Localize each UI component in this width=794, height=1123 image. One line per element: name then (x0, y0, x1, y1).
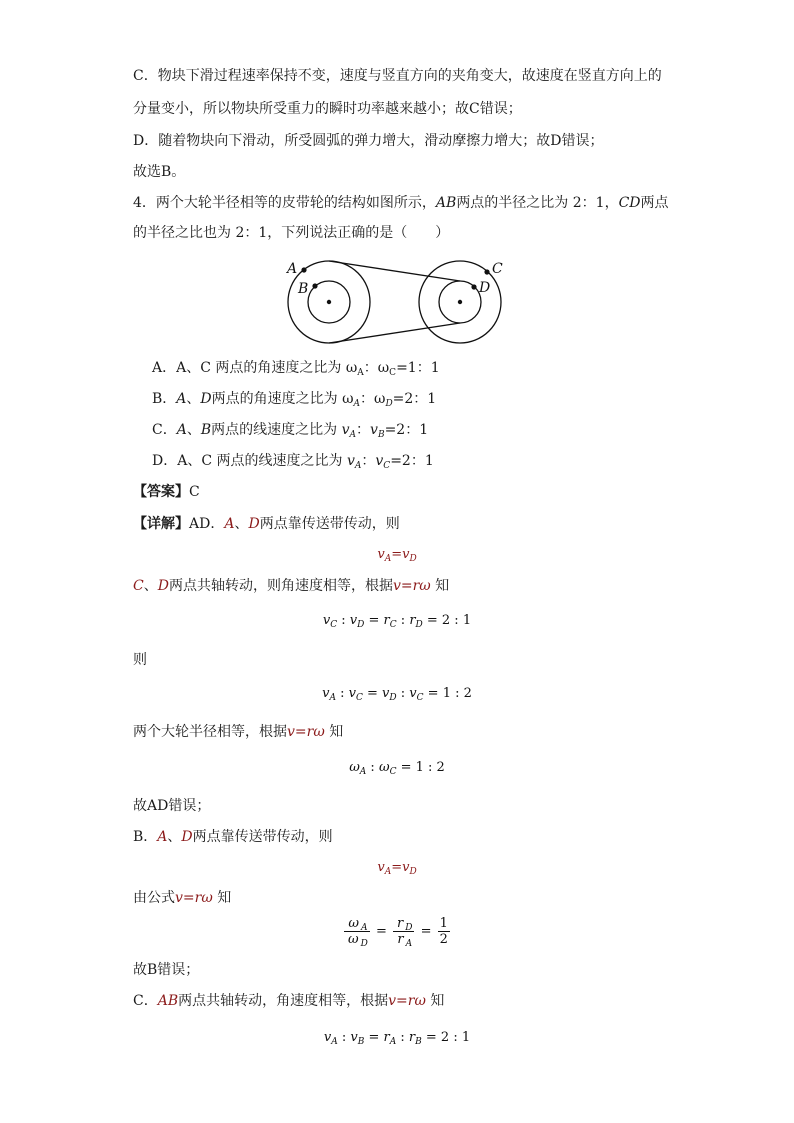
eq-result: = 1 : 2 (396, 760, 445, 775)
frac-den (344, 932, 370, 947)
detail-line-bigwheel (133, 722, 343, 742)
eq-term: v (322, 613, 331, 628)
option-text: =2：1 (384, 422, 429, 438)
eq-op: : (366, 760, 379, 775)
eq-term: v (348, 686, 356, 701)
detail-line-formula (133, 888, 231, 908)
eq-term: r (409, 613, 416, 628)
eq-op: : (337, 1030, 351, 1045)
eq-sub: D (357, 620, 365, 630)
eq-sub: D (409, 554, 417, 564)
frac-den (393, 932, 414, 947)
option-text: D．A、C 两点的线速度之比为 (152, 453, 347, 469)
detail-text: 两点靠传送带传动，则 (259, 516, 400, 532)
equation-6 (0, 916, 794, 947)
option-text: 、 (186, 422, 201, 438)
option-text: =2：1 (390, 453, 434, 469)
detail-formula: v=rω (175, 890, 213, 906)
option-b[interactable] (152, 389, 436, 409)
option-point: B (200, 422, 212, 438)
eq-op: = (362, 686, 383, 701)
detail-text: 两个大轮半径相等，根据 (133, 724, 287, 740)
detail-ad-wrong: 故AD错误； (133, 798, 211, 814)
eq-term: v (349, 613, 358, 628)
detail-text: 、 (167, 829, 182, 845)
eq-term: r (408, 1030, 416, 1045)
option-sub: A (354, 461, 362, 471)
answer-line (133, 482, 200, 502)
detail-text: C． (133, 993, 158, 1009)
eq-sub: C (389, 620, 397, 630)
label-c: C (492, 261, 503, 277)
point-c (484, 269, 489, 274)
point-b (312, 283, 317, 288)
eq-sub: C (355, 693, 363, 703)
belt-upper (329, 261, 460, 281)
eq-op: = (371, 924, 392, 939)
detail-formula: v=rω (388, 993, 426, 1009)
eq-op: = (364, 1030, 384, 1045)
point-d (471, 284, 476, 289)
option-text: B． (152, 391, 177, 407)
question-text: 两点的半径之比为 2：1， (456, 195, 619, 211)
option-sub: B (377, 430, 385, 440)
prev-c-line-1: C．物块下滑过程速率保持不变，速度与竖直方向的夹角变大，故速度在竖直方向上的 (133, 68, 662, 84)
detail-point: C (133, 578, 144, 594)
prev-d-line: D．随着物块向下滑动，所受圆弧的弹力增大，滑动摩擦力增大；故D错误； (133, 133, 604, 149)
detail-formula: v=rω (287, 724, 325, 740)
option-text: 两点的角速度之比为 ω (211, 391, 354, 407)
fraction-half (438, 916, 450, 947)
option-text: 两点的线速度之比为 (211, 422, 342, 438)
frac-den: 2 (439, 932, 448, 947)
label-d: D (479, 280, 491, 296)
eq-sub: C (416, 693, 424, 703)
detail-line-c (133, 991, 444, 1011)
detail-point: AB (157, 993, 179, 1009)
eq-op: : (337, 613, 350, 628)
eq-sub: B (415, 1037, 422, 1047)
question-text: 两点 (640, 195, 669, 211)
detail-line-b (133, 827, 333, 847)
equation-2 (0, 613, 794, 629)
option-text: ：ω (363, 360, 390, 376)
detail-text: 知 (212, 890, 232, 906)
detail-b-wrong: 故B错误； (133, 962, 200, 978)
eq-op: : (396, 613, 410, 628)
option-point: A (176, 422, 187, 438)
eq-op: = (391, 547, 403, 562)
option-text: 、 (186, 391, 201, 407)
belt-pulley-diagram (280, 255, 510, 350)
eq-term: r (383, 613, 390, 628)
eq-term: v (323, 1030, 332, 1045)
eq-sub: D (405, 923, 413, 933)
frac-num (344, 916, 370, 932)
option-var: v (375, 453, 384, 469)
detail-point: D (248, 516, 260, 532)
option-d[interactable] (152, 451, 434, 471)
eq-sub: A (405, 939, 413, 949)
option-sub: D (385, 399, 393, 409)
option-sub: C (383, 461, 391, 471)
detail-line-cd (133, 576, 449, 596)
option-point: D (200, 391, 212, 407)
eq-term: ω (348, 916, 360, 931)
eq-sub: C (330, 620, 338, 630)
eq-term: r (397, 932, 404, 947)
eq-sub: D (415, 620, 423, 630)
option-text: =2：1 (392, 391, 437, 407)
question-text: 4．两个大轮半径相等的皮带轮的结构如图所示， (133, 195, 436, 211)
eq-sub: B (357, 1037, 365, 1047)
eq-sub: A (361, 923, 368, 933)
question-ab: AB (435, 195, 457, 211)
detail-line-1 (133, 514, 400, 534)
equation-7 (0, 1030, 794, 1046)
eq-term: v (409, 686, 417, 701)
fraction-omega (344, 916, 370, 947)
equation-4 (0, 760, 794, 776)
prev-c-line-2: 分量变小，所以物块所受重力的瞬时功率越来越小；故C错误； (133, 101, 522, 117)
detail-point: A (157, 829, 168, 845)
option-c[interactable] (152, 420, 428, 440)
eq-sub: D (360, 939, 368, 949)
option-sub: A (357, 368, 364, 378)
equation-5 (0, 860, 794, 876)
detail-ze: 则 (133, 652, 147, 668)
eq-sub: C (389, 767, 397, 777)
eq-term: r (397, 916, 404, 931)
eq-sub: A (359, 767, 367, 777)
left-axle (327, 300, 331, 304)
option-text: C． (152, 422, 177, 438)
detail-point: D (157, 578, 169, 594)
right-axle (458, 300, 462, 304)
option-sub: A (349, 430, 357, 440)
eq-op: = (364, 613, 384, 628)
eq-sub: A (384, 867, 392, 877)
eq-term: v (377, 547, 385, 562)
eq-term: v (377, 860, 385, 875)
detail-label: 【详解】 (133, 516, 189, 532)
eq-sub: A (331, 1037, 338, 1047)
option-text: ： (356, 422, 371, 438)
equation-1 (0, 547, 794, 563)
frac-num (393, 916, 414, 932)
detail-point: A (224, 516, 235, 532)
option-sub: A (353, 399, 361, 409)
point-a (301, 267, 306, 272)
option-text: ：ω (360, 391, 386, 407)
eq-result: = 1 : 2 (423, 686, 472, 701)
eq-term: v (350, 1030, 358, 1045)
detail-text: 两点共轴转动，角速度相等，根据 (178, 993, 389, 1009)
frac-num: 1 (439, 916, 448, 931)
eq-sub: D (389, 693, 397, 703)
eq-sub: A (384, 554, 392, 564)
eq-sub: A (329, 693, 336, 703)
detail-text: B． (133, 829, 158, 845)
detail-text: 由公式 (133, 890, 175, 906)
eq-term: v (402, 547, 410, 562)
detail-text: 、 (234, 516, 249, 532)
label-b: B (298, 281, 309, 297)
detail-text: 知 (324, 724, 344, 740)
option-text: ： (361, 453, 376, 469)
eq-op: = (391, 860, 403, 875)
eq-op: = (416, 924, 436, 939)
eq-term: r (383, 1030, 390, 1045)
prev-conclusion: 故选B。 (133, 164, 186, 180)
eq-term: ω (378, 760, 390, 775)
answer-label: 【答案】 (133, 484, 189, 500)
detail-formula: v=rω (392, 578, 431, 594)
equation-3 (0, 686, 794, 702)
option-point: A (176, 391, 187, 407)
question-line-1 (133, 193, 669, 213)
eq-result: = 2 : 1 (422, 613, 472, 628)
eq-term: v (382, 686, 390, 701)
detail-text: AD． (189, 516, 225, 532)
eq-op: : (396, 1030, 409, 1045)
detail-text: 知 (430, 578, 450, 594)
detail-text: 、 (143, 578, 158, 594)
label-a: A (287, 261, 298, 277)
fraction-r (393, 916, 414, 947)
question-cd: CD (618, 195, 641, 211)
eq-op: : (396, 686, 410, 701)
eq-sub: A (389, 1037, 397, 1047)
answer-value: C (189, 484, 200, 500)
eq-sub: D (409, 867, 417, 877)
eq-term: ω (348, 932, 359, 947)
option-var: v (370, 422, 378, 438)
option-text: A．A、C 两点的角速度之比为 ω (152, 360, 358, 376)
option-a[interactable] (152, 358, 440, 378)
detail-point: D (181, 829, 193, 845)
eq-term: v (402, 860, 410, 875)
option-var: v (341, 422, 350, 438)
detail-text: 两点共轴转动，则角速度相等，根据 (168, 578, 393, 594)
option-sub: C (389, 368, 397, 378)
detail-text: 两点靠传送带传动，则 (192, 829, 333, 845)
detail-text: 知 (425, 993, 445, 1009)
question-line-2: 的半径之比也为 2：1，下列说法正确的是（ ） (133, 225, 450, 241)
eq-result: = 2 : 1 (421, 1030, 471, 1045)
eq-term: v (322, 686, 330, 701)
eq-term: ω (349, 760, 360, 775)
belt-lower (329, 323, 460, 343)
eq-op: : (335, 686, 349, 701)
option-var: v (346, 453, 355, 469)
option-text: =1：1 (396, 360, 440, 376)
